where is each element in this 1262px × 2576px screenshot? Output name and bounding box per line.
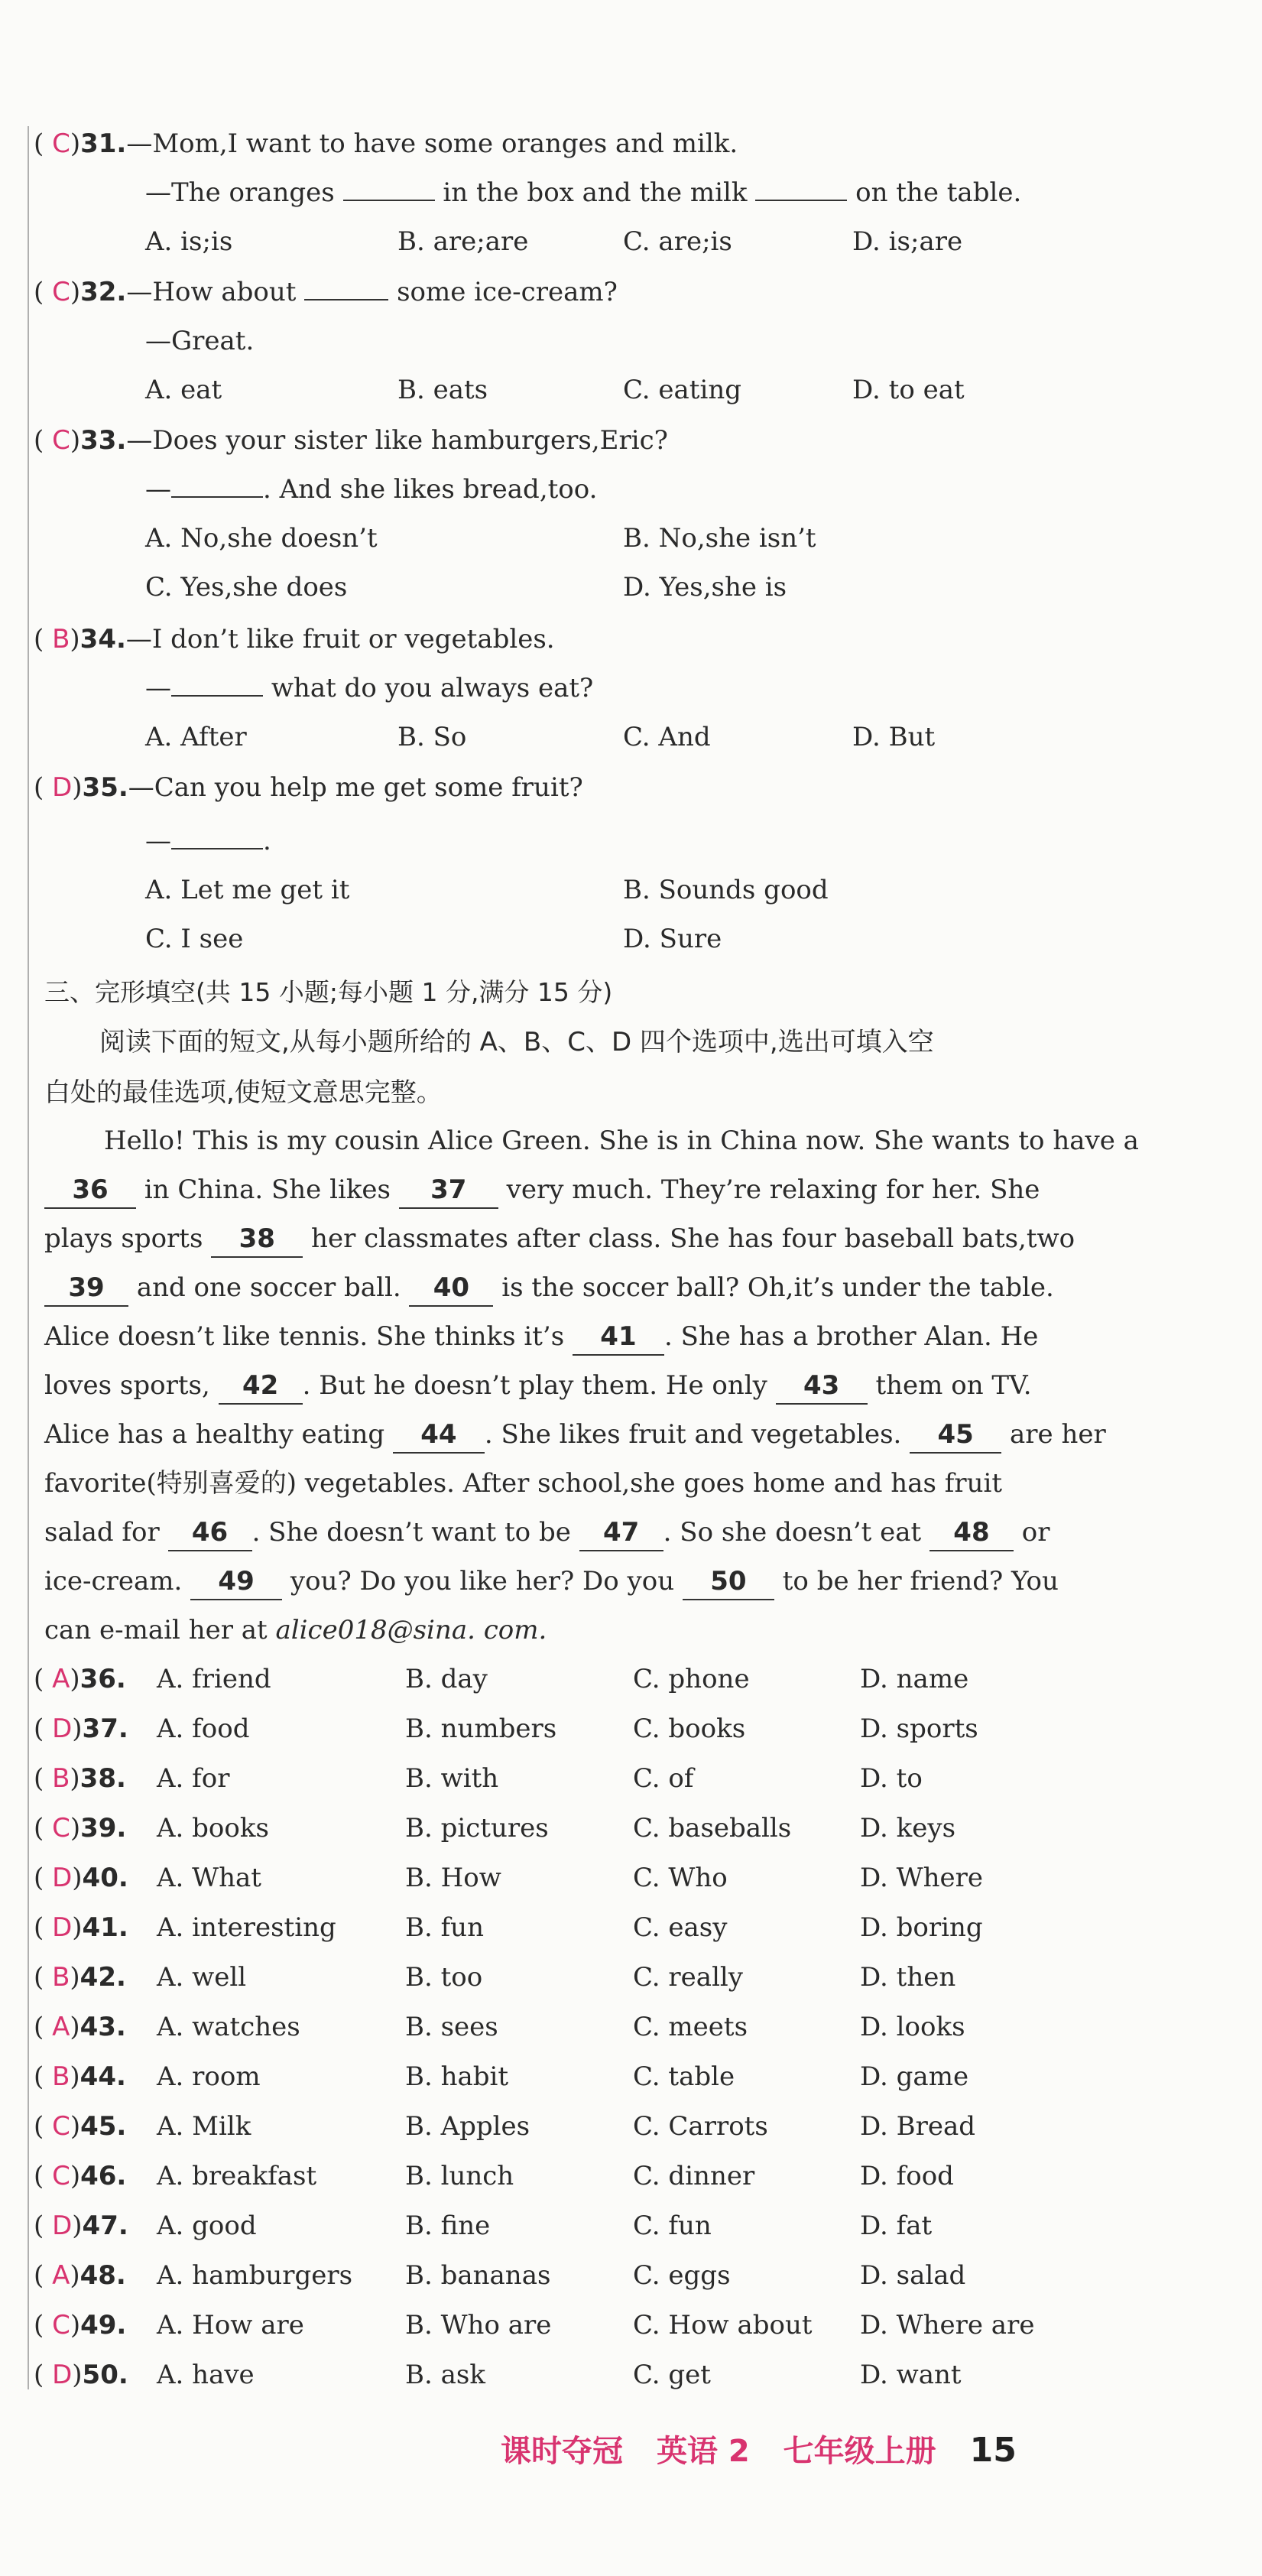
option-b: B. How [405,1863,501,1893]
answer: A [52,2012,70,2042]
gap-39: 39 [44,1270,128,1307]
text: . But he doesn’t play them. He only [302,1370,767,1401]
cloze-question-45: ( C)45. [34,2111,127,2142]
cloze-question-44: ( B)44. [34,2061,126,2092]
cloze-question-46: ( C)46. [34,2161,127,2191]
option-c: C. really [633,1962,744,1993]
option-a: A. interesting [157,1912,336,1943]
text: . So she doesn’t eat [663,1517,922,1548]
passage-line-8: favorite(特别喜爱的) vegetables. After school,she goes home and has fruit [44,1468,1003,1499]
question-text: —Mom,I want to have some oranges and milk. [126,128,738,159]
question-number: 33. [80,425,127,456]
answer: C [52,2310,70,2340]
option-a: A. have [157,2360,255,2390]
blank [304,271,388,300]
question-number: 50. [82,2360,128,2390]
option-b: B. ask [405,2360,485,2390]
text: very much. They’re relaxing for her. She [506,1174,1040,1205]
gap-41: 41 [573,1319,664,1356]
question-number: 41. [82,1912,128,1943]
option-d: D. looks [860,2012,965,2042]
option-d: D. Yes,she is [623,572,787,603]
option-c: C. get [633,2360,711,2390]
answer: B [52,2061,70,2092]
text: . She has a brother Alan. He [663,1321,1039,1352]
option-d: D. salad [860,2260,966,2291]
answer: D [52,1863,73,1893]
question-number: 48. [79,2260,126,2291]
option-a: A. for [157,1763,230,1794]
text: —Can you help me get some fruit? [128,772,583,803]
question-number: 44. [79,2061,126,2092]
option-a: A. books [157,1813,269,1843]
text: in China. She likes [144,1174,391,1205]
text: —I don’t like fruit or vegetables. [125,624,555,655]
blank [755,172,847,201]
answer: C [52,2161,70,2191]
question-32-line2: —Great. [145,326,255,356]
instruction-line-2: 白处的最佳选项,使短文意思完整。 [44,1077,443,1108]
question-34-line2 [145,665,593,711]
question-number: 43. [79,2012,126,2042]
passage-line-10 [44,1557,1114,1606]
question-number: 35. [82,772,128,803]
question-number: 40. [82,1863,128,1893]
text: —Does your sister like hamburgers,Eric? [126,425,668,456]
option-d: D. boring [860,1912,983,1943]
option-b: B. habit [405,2061,509,2092]
option-b: B. pictures [405,1813,549,1843]
option-c: C. Who [633,1863,728,1893]
option-d: D. to eat [852,375,965,405]
answer-35: D [52,772,73,803]
text: on the table. [855,177,1022,208]
question-31: ( C)31.—Mom,I want to have some oranges and milk. [34,128,738,159]
option-c: C. are;is [623,226,732,257]
question-35: ( D)35.—Can you help me get some fruit? [34,772,583,803]
option-b: B. fun [405,1912,484,1943]
text: —How about [126,277,297,307]
text: . [263,826,271,856]
question-33: ( C)33.—Does your sister like hamburgers,Eric? [34,425,668,456]
passage-line-11 [44,1606,1114,1655]
question-number: 39. [80,1813,127,1843]
option-d: D. sports [860,1714,978,1744]
text: them on TV. [875,1370,1032,1401]
gap-50: 50 [683,1564,774,1600]
option-d: D. game [860,2061,969,2092]
option-b: B. sees [405,2012,498,2042]
option-b: B. are;are [397,226,529,257]
text: salad for [44,1517,160,1548]
blank [171,820,263,849]
footer-grade: 七年级上册 [783,2434,936,2469]
option-a: A. food [157,1714,250,1744]
option-c: C. fun [633,2211,712,2241]
option-c: C. eating [623,375,742,405]
text: what do you always eat? [271,673,594,703]
answer: D [52,1714,73,1744]
footer-subject: 英语 2 [656,2434,750,2469]
text: Alice has a healthy eating [44,1419,385,1450]
option-c: C. eggs [633,2260,731,2291]
option-b: B. No,she isn’t [623,523,816,554]
option-a: A. friend [157,1664,271,1694]
passage-line-5 [44,1312,1114,1361]
cloze-question-39: ( C)39. [34,1813,127,1843]
option-a: A. How are [157,2310,304,2340]
option-c: C. How about [633,2310,813,2340]
cloze-question-50: ( D)50. [34,2360,128,2390]
passage-line-4 [44,1263,1114,1312]
cloze-question-36: ( A)36. [34,1664,126,1694]
gap-47: 47 [579,1515,663,1551]
option-c: C. books [633,1714,746,1744]
text: her classmates after class. She has four baseball bats,two [311,1223,1075,1254]
option-a: A. good [157,2211,257,2241]
question-33-line2 [145,466,597,512]
option-a: A. Let me get it [145,875,350,905]
option-d: D. name [860,1664,969,1694]
text: . She doesn’t want to be [251,1517,571,1548]
gap-42: 42 [219,1368,303,1405]
option-c: C. meets [633,2012,748,2042]
question-number: 36. [79,1664,126,1694]
passage-line-7 [44,1410,1114,1459]
text: plays sports [44,1223,203,1254]
option-a: A. What [157,1863,261,1893]
option-b: B. numbers [405,1714,557,1744]
question-number: 49. [80,2310,127,2340]
cloze-question-40: ( D)40. [34,1863,128,1893]
option-c: C. easy [633,1912,728,1943]
text: to be her friend? You [782,1566,1059,1597]
text: . And she likes bread,too. [263,474,598,505]
passage-line-9 [44,1508,1114,1557]
option-b: B. So [397,722,467,752]
cloze-question-48: ( A)48. [34,2260,126,2291]
text: can e-mail her at [44,1615,268,1645]
option-d: D. is;are [852,226,963,257]
gap-48: 48 [929,1515,1014,1551]
page-number: 15 [969,2431,1017,2470]
passage-line-1: Hello! This is my cousin Alice Green. She is in China now. She wants to have a [104,1126,1139,1156]
answer: D [52,2211,73,2241]
gap-37: 37 [399,1172,498,1209]
answer: B [52,1962,70,1993]
option-a: A. well [157,1962,247,1993]
text: you? Do you like her? Do you [290,1566,675,1597]
blank [171,469,263,498]
option-a: A. is;is [145,226,233,257]
answer: D [52,1912,73,1943]
question-34: ( B)34.—I don’t like fruit or vegetables. [34,624,555,655]
gap-40: 40 [409,1270,493,1307]
option-d: D. Where are [860,2310,1035,2340]
option-b: B. Who are [405,2310,552,2340]
option-b: B. day [405,1664,488,1694]
gap-45: 45 [910,1417,1001,1454]
option-c: C. dinner [633,2161,755,2191]
option-c: C. of [633,1763,694,1794]
cloze-question-43: ( A)43. [34,2012,126,2042]
blank [343,172,435,201]
blank [171,668,263,697]
answer: A [52,1664,70,1694]
cloze-question-47: ( D)47. [34,2211,128,2241]
option-d: D. Sure [623,924,722,954]
gap-38: 38 [211,1221,303,1258]
passage-line-6 [44,1361,1114,1410]
question-number: 32. [80,277,127,307]
question-number: 46. [80,2161,127,2191]
question-number: 45. [80,2111,127,2142]
option-c: C. baseballs [633,1813,792,1843]
option-c: C. phone [633,1664,750,1694]
text: is the soccer ball? Oh,it’s under the table. [501,1272,1054,1303]
option-c: C. Carrots [633,2111,768,2142]
option-b: B. lunch [405,2161,514,2191]
option-d: D. Bread [860,2111,976,2142]
answer: C [52,2111,70,2142]
text: Alice doesn’t like tennis. She thinks it’s [44,1321,565,1352]
answer-34: B [52,624,70,655]
option-d: D. But [852,722,936,752]
option-a: A. hamburgers [157,2260,353,2291]
question-number: 47. [82,2211,128,2241]
option-a: A. watches [157,2012,300,2042]
option-c: C. Yes,she does [145,572,348,603]
footer [501,2424,1017,2477]
option-d: D. then [860,1962,956,1993]
text: —The oranges [145,177,335,208]
text: or [1021,1517,1050,1548]
answer-33: C [52,425,70,456]
option-a: A. breakfast [157,2161,317,2191]
answer: C [52,1813,70,1843]
option-c: C. table [633,2061,735,2092]
passage-line-3 [44,1214,1114,1263]
text: — [145,474,171,505]
option-a: A. After [145,722,247,752]
option-a: A. room [157,2061,261,2092]
text: are her [1010,1419,1106,1450]
question-35-line2 [145,818,271,864]
cloze-question-49: ( C)49. [34,2310,127,2340]
option-d: D. to [860,1763,923,1794]
passage-line-2 [44,1165,1114,1214]
email-address: alice018@sina. com. [275,1615,547,1645]
option-b: B. eats [397,375,488,405]
option-d: D. want [860,2360,962,2390]
option-a: A. Milk [157,2111,251,2142]
option-c: C. I see [145,924,244,954]
answer-31: C [52,128,70,159]
question-number: 31. [80,128,127,159]
gap-36: 36 [44,1172,136,1209]
answer-32: C [52,277,70,307]
text: and one soccer ball. [136,1272,401,1303]
option-b: B. fine [405,2211,491,2241]
option-b: B. Apples [405,2111,530,2142]
text: some ice-cream? [397,277,618,307]
text: in the box and the milk [443,177,748,208]
cloze-question-42: ( B)42. [34,1962,126,1993]
brand-name: 课时夺冠 [501,2434,623,2469]
question-number: 37. [82,1714,128,1744]
option-d: D. keys [860,1813,956,1843]
question-31-line2 [145,170,1021,216]
text: ice-cream. [44,1566,183,1597]
gap-49: 49 [190,1564,282,1600]
answer: D [52,2360,73,2390]
option-a: A. No,she doesn’t [145,523,378,554]
question-number: 38. [79,1763,126,1794]
option-c: C. And [623,722,711,752]
text: loves sports, [44,1370,210,1401]
question-number: 42. [79,1962,126,1993]
section-title: 三、完形填空(共 15 小题;每小题 1 分,满分 15 分) [44,977,613,1007]
margin-rule [28,126,29,2389]
option-d: D. food [860,2161,954,2191]
cloze-question-41: ( D)41. [34,1912,128,1943]
option-d: D. fat [860,2211,933,2241]
cloze-question-37: ( D)37. [34,1714,128,1744]
answer: B [52,1763,70,1794]
option-b: B. with [405,1763,499,1794]
option-a: A. eat [145,375,222,405]
option-b: B. bananas [405,2260,551,2291]
text: — [145,826,171,856]
text: . She likes fruit and vegetables. [484,1419,902,1450]
option-b: B. Sounds good [623,875,829,905]
question-number: 34. [79,624,126,655]
gap-46: 46 [168,1515,252,1551]
cloze-question-38: ( B)38. [34,1763,126,1794]
option-b: B. too [405,1962,483,1993]
text: — [145,673,171,703]
instruction-line-1: 阅读下面的短文,从每小题所给的 A、B、C、D 四个选项中,选出可填入空 [99,1027,934,1057]
gap-43: 43 [776,1368,868,1405]
answer: A [52,2260,70,2291]
question-32: ( C)32.—How about some ice-cream? [34,269,618,315]
option-d: D. Where [860,1863,984,1893]
gap-44: 44 [393,1417,485,1454]
